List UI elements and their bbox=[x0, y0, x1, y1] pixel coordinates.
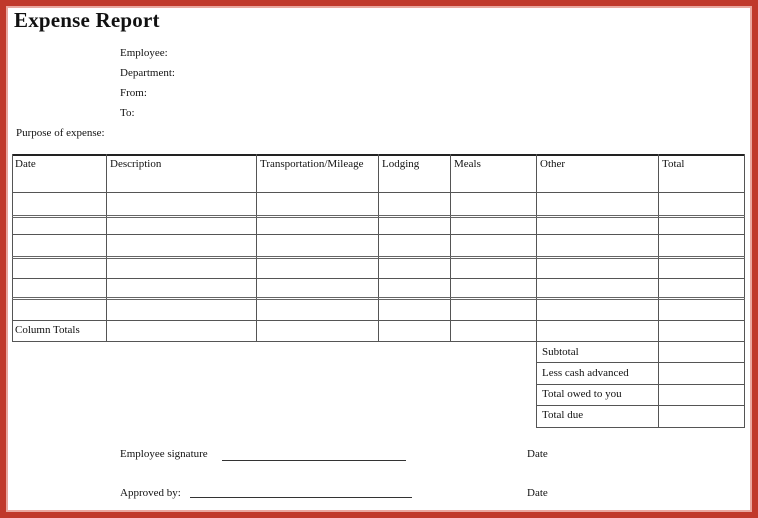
header-meals: Meals bbox=[454, 158, 481, 170]
header-total: Total bbox=[662, 158, 685, 170]
summary-row bbox=[536, 362, 745, 363]
summary-table bbox=[536, 342, 745, 428]
header-description: Description bbox=[110, 158, 162, 170]
summary-divider bbox=[658, 342, 659, 428]
approved-by-label: Approved by: bbox=[120, 487, 181, 499]
col-divider bbox=[12, 154, 13, 342]
col-divider bbox=[658, 154, 659, 342]
col-divider bbox=[536, 154, 537, 342]
subtotal-label: Subtotal bbox=[542, 346, 579, 358]
date-label-1: Date bbox=[527, 448, 548, 460]
table-row bbox=[12, 256, 745, 259]
table-row bbox=[12, 278, 745, 279]
total-due-label: Total due bbox=[542, 409, 584, 421]
employee-label: Employee: bbox=[120, 47, 168, 59]
summary-divider bbox=[744, 342, 745, 428]
from-label: From: bbox=[120, 87, 147, 99]
approved-by-line[interactable] bbox=[190, 497, 412, 498]
col-divider bbox=[106, 154, 107, 342]
expense-table bbox=[12, 154, 745, 342]
less-cash-label: Less cash advanced bbox=[542, 367, 629, 379]
total-owed-label: Total owed to you bbox=[542, 388, 622, 400]
summary-row bbox=[536, 405, 745, 406]
col-divider bbox=[256, 154, 257, 342]
table-row bbox=[12, 234, 745, 235]
date-label-2: Date bbox=[527, 487, 548, 499]
table-row bbox=[12, 297, 745, 300]
purpose-label: Purpose of expense: bbox=[16, 127, 105, 139]
col-divider bbox=[744, 154, 745, 342]
table-row bbox=[12, 215, 745, 218]
col-divider bbox=[450, 154, 451, 342]
employee-signature-label: Employee signature bbox=[120, 448, 208, 460]
header-other: Other bbox=[540, 158, 566, 170]
summary-divider bbox=[536, 342, 537, 428]
header-date: Date bbox=[15, 158, 36, 170]
header-lodging: Lodging bbox=[382, 158, 420, 170]
to-label: To: bbox=[120, 107, 135, 119]
summary-row bbox=[536, 427, 745, 428]
table-row bbox=[12, 192, 745, 193]
department-label: Department: bbox=[120, 67, 175, 79]
table-row bbox=[12, 320, 745, 321]
column-totals-label: Column Totals bbox=[15, 324, 80, 336]
col-divider bbox=[378, 154, 379, 342]
report-title: Expense Report bbox=[14, 8, 160, 32]
summary-row bbox=[536, 384, 745, 385]
employee-signature-line[interactable] bbox=[222, 460, 406, 461]
header-transportation: Transportation/Mileage bbox=[260, 158, 364, 170]
